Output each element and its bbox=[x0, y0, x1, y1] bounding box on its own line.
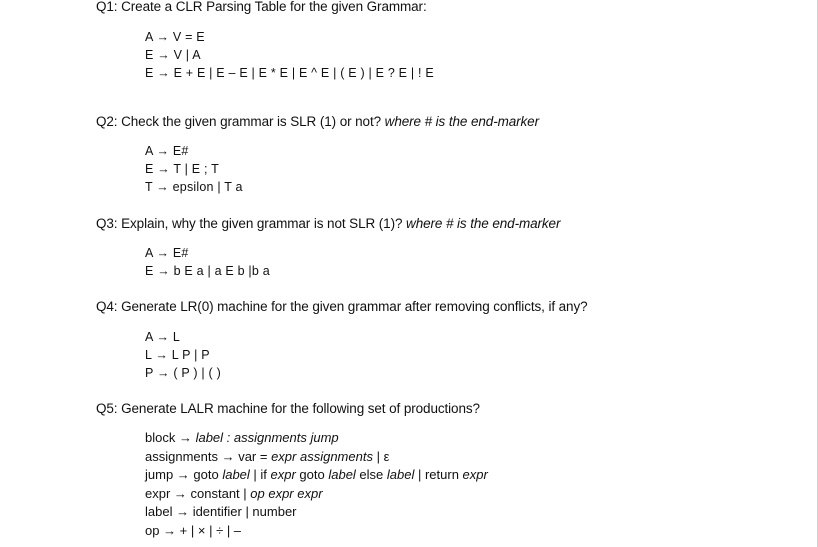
q2-rule-1: A → E# bbox=[145, 144, 189, 158]
question-2-title: Q2: Check the given grammar is SLR (1) or not? where # is the end-marker bbox=[96, 114, 539, 129]
q4-rule-1: A → L bbox=[145, 330, 181, 344]
q4-rule-2: L → L P | P bbox=[145, 348, 210, 362]
q1-rule-2: E → V | A bbox=[145, 48, 201, 62]
end-marker-note: where # is the end-marker bbox=[406, 216, 561, 231]
q2-rule-2: E → T | E ; T bbox=[145, 162, 219, 176]
q5-rule-label: label → identifier | number bbox=[145, 504, 297, 519]
q5-rule-jump: jump → goto label | if expr goto label else label | return expr bbox=[145, 467, 488, 482]
question-4-title: Q4: Generate LR(0) machine for the given grammar after removing conflicts, if any? bbox=[96, 299, 588, 314]
q1-rule-1: A → V = E bbox=[145, 30, 205, 44]
question-1-title: Q1: Create a CLR Parsing Table for the given Grammar: bbox=[96, 0, 427, 14]
q5-rule-block: block → label : assignments jump bbox=[145, 430, 339, 445]
q1-rule-3: E → E + E | E – E | E * E | E ^ E | ( E ) | E ? E | ! E bbox=[145, 66, 434, 80]
q2-rule-3: T → epsilon | T a bbox=[145, 180, 243, 194]
q5-rule-assignments: assignments → var = expr assignments | ε bbox=[145, 449, 390, 464]
q4-rule-3: P → ( P ) | ( ) bbox=[145, 366, 221, 380]
question-3-title: Q3: Explain, why the given grammar is not SLR (1)? where # is the end-marker bbox=[96, 216, 561, 231]
q3-rule-1: A → E# bbox=[145, 246, 189, 260]
end-marker-note: where # is the end-marker bbox=[384, 114, 539, 129]
question-5-title: Q5: Generate LALR machine for the following set of productions? bbox=[96, 401, 480, 416]
q5-rule-op: op → + | × | ÷ | – bbox=[145, 523, 242, 538]
q5-rule-expr: expr → constant | op expr expr bbox=[145, 486, 323, 501]
q3-rule-2: E → b E a | a E b |b a bbox=[145, 264, 270, 278]
